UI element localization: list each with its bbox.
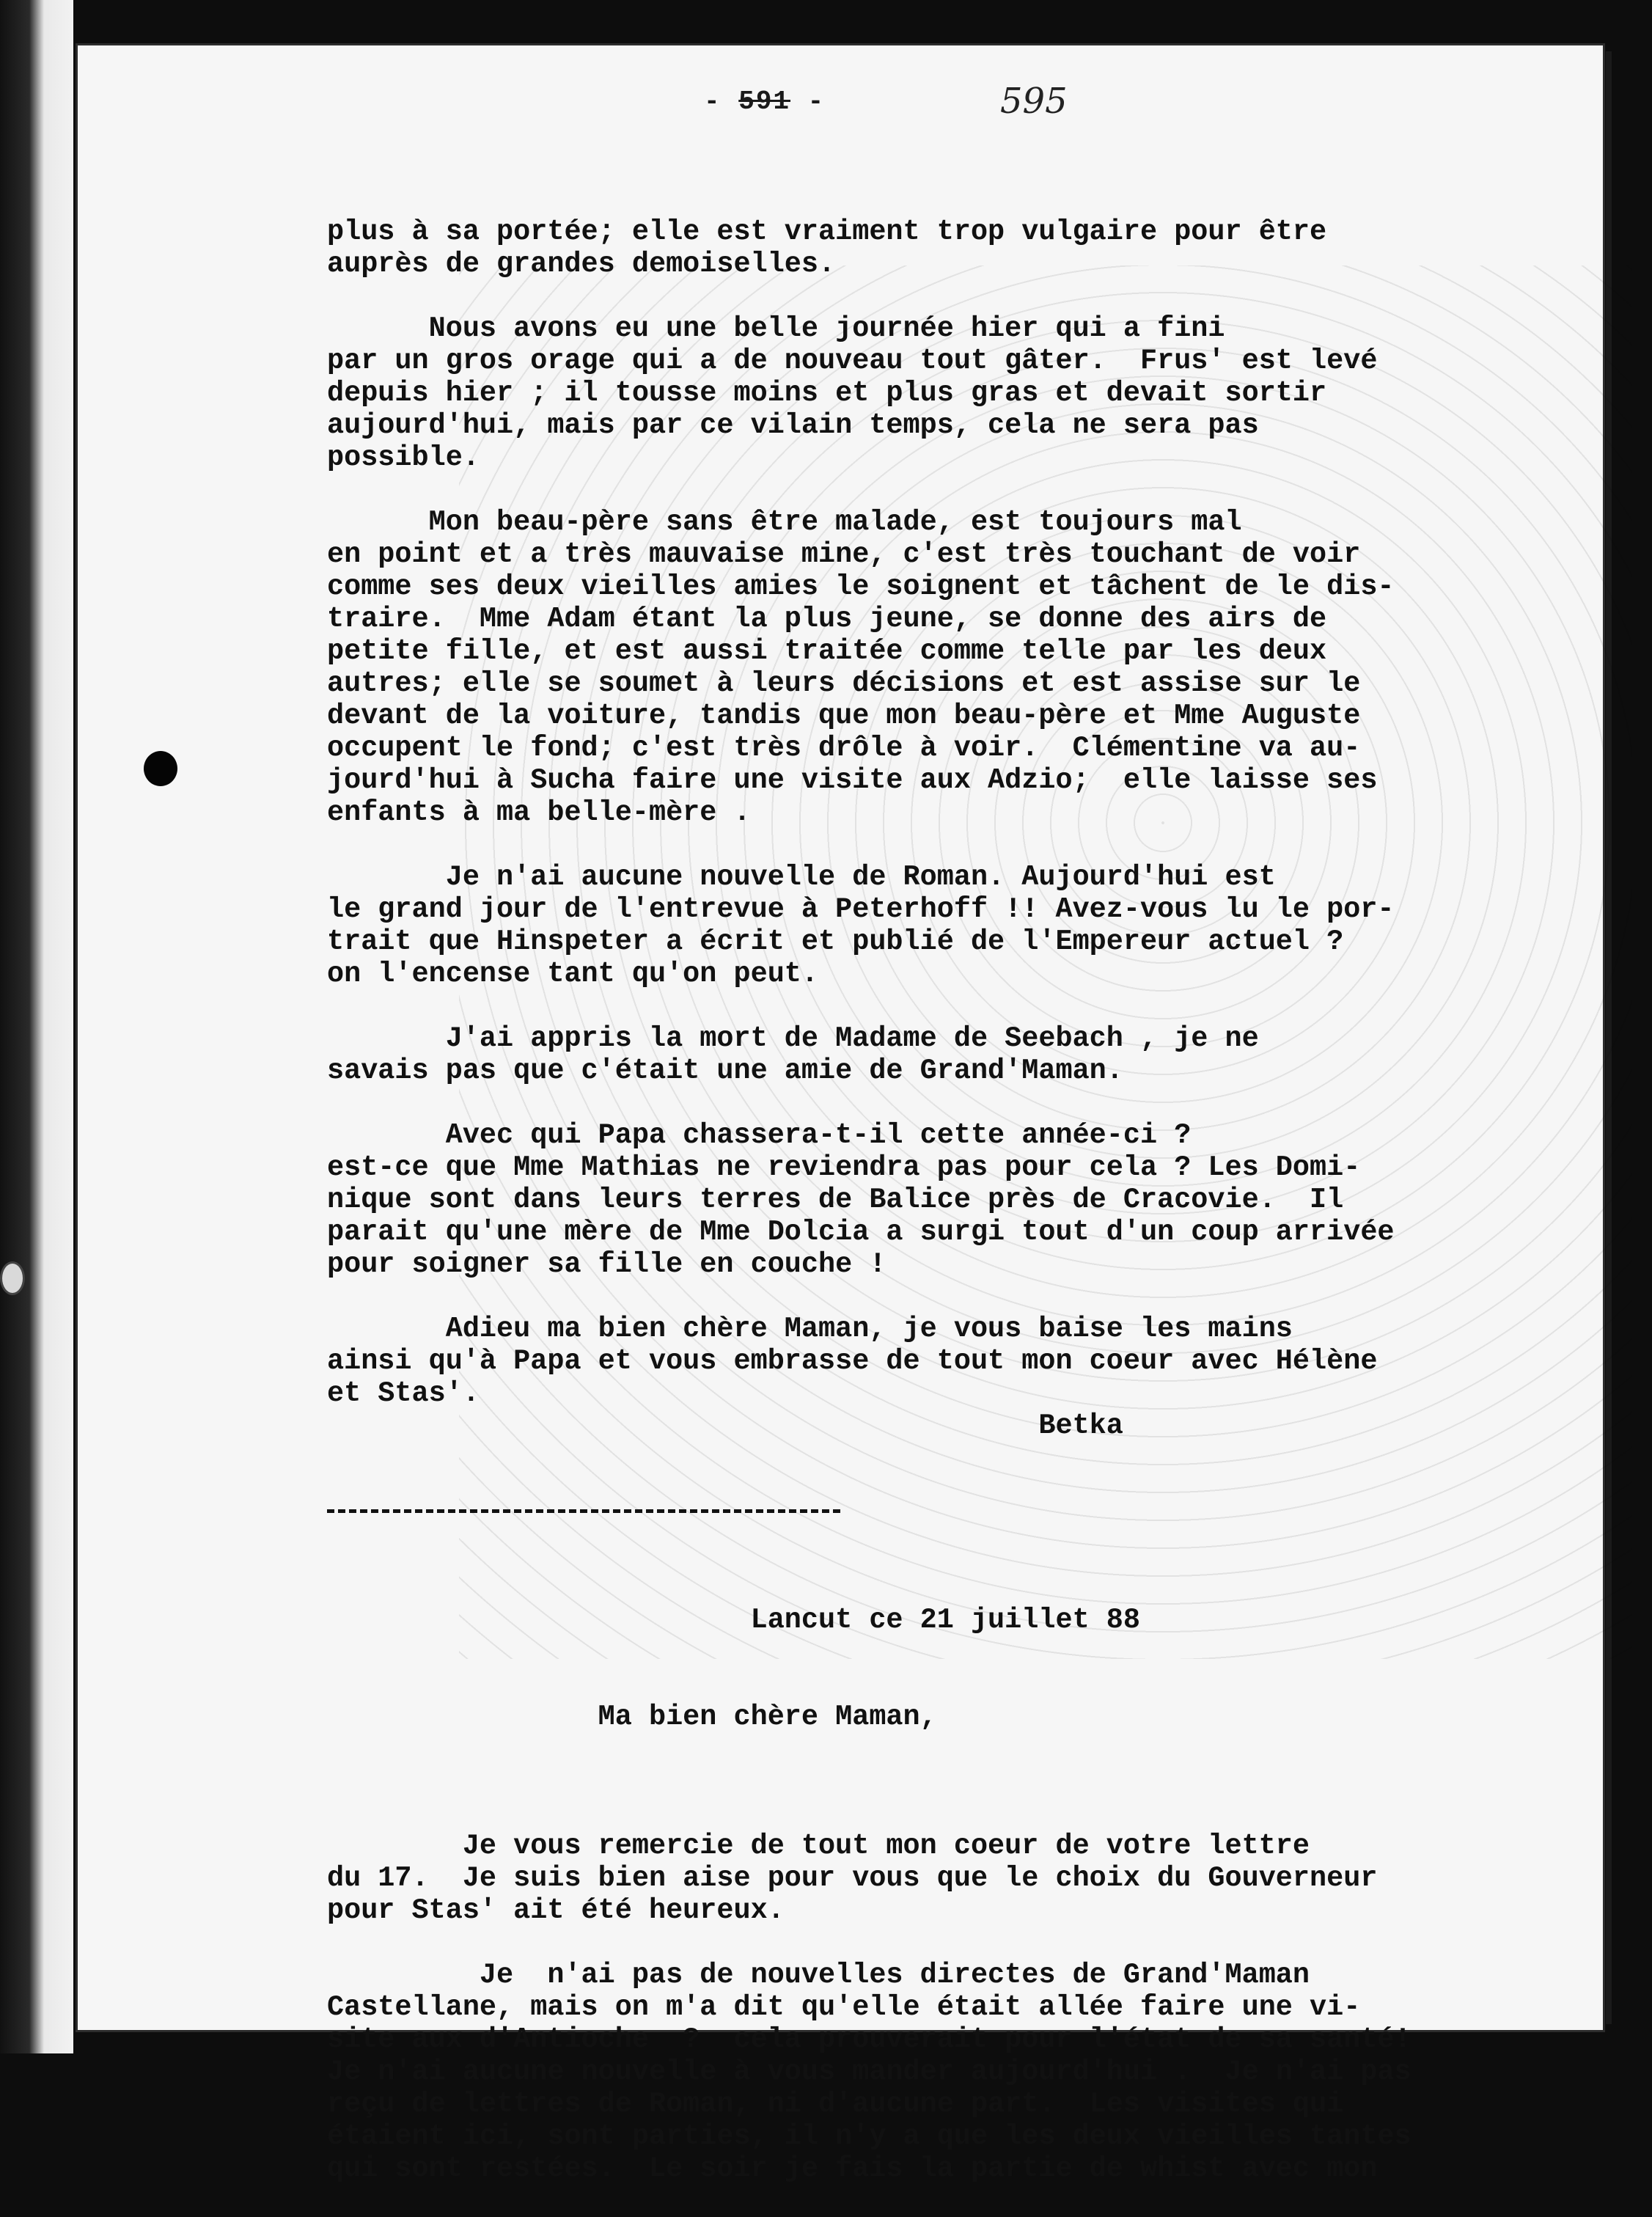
- letter-2-body: [327, 1798, 1603, 2185]
- text-line: auprès de grandes demoiselles.: [327, 248, 836, 280]
- text-line: en point et a très mauvaise mine, c'est très touchant de voir: [327, 538, 1361, 571]
- text-line: ainsi qu'à Papa et vous embrasse de tout mon coeur avec Hélène: [327, 1345, 1378, 1377]
- text-line: le grand jour de l'entrevue à Peterhoff !! Avez-vous lu le por-: [327, 893, 1395, 926]
- paragraph-gap: [327, 1927, 1603, 1959]
- paragraph-gap: [327, 1087, 1603, 1119]
- text-line: depuis hier ; il tousse moins et plus gras et devait sortir: [327, 377, 1327, 409]
- text-line: pour soigner sa fille en couche !: [327, 1248, 886, 1280]
- text-line: J'ai appris la mort de Madame de Seebach , je ne: [327, 1022, 1259, 1055]
- text-line: plus à sa portée; elle est vraiment trop vulgaire pour être: [327, 216, 1327, 248]
- text-line: parait qu'une mère de Mme Dolcia a surgi tout d'un coup arrivée: [327, 1216, 1395, 1248]
- text-line: Je vous remercie de tout mon coeur de votre lettre: [327, 1830, 1310, 1862]
- text-line: Adieu ma bien chère Maman, je vous baise les mains: [327, 1313, 1293, 1345]
- letter-1: [327, 216, 1603, 1442]
- text-line: Avec qui Papa chassera-t-il cette année-ci ?: [327, 1119, 1192, 1151]
- paragraph-gap: [327, 280, 1603, 312]
- text-line: Nous avons eu une belle journée hier qui a fini: [327, 312, 1225, 345]
- text-line: Je n'ai aucune nouvelle à vous mander aujourd'hui . Je n'ai pas: [327, 2056, 1411, 2088]
- page-number-typed: - 591 -: [704, 87, 826, 117]
- text-line: qui sont restées. Le soir je fais la partie de whist avec mon: [327, 2152, 1378, 2185]
- paragraph-gap: [327, 1280, 1603, 1313]
- text-line: pour Stas' ait été heureux.: [327, 1894, 785, 1927]
- binder-strip: [0, 0, 73, 2053]
- text-line: occupent le fond; c'est très drôle à voir. Clémentine va au-: [327, 732, 1361, 764]
- text-line: enfants à ma belle-mère .: [327, 796, 751, 829]
- text-line: petite fille, et est aussi traitée comme telle par les deux: [327, 635, 1327, 667]
- text-line: et Stas'.: [327, 1377, 480, 1410]
- text-line: on l'encense tant qu'on peut.: [327, 958, 819, 990]
- text-line: Je n'ai pas de nouvelles directes de Grand'Maman: [327, 1959, 1310, 1991]
- paragraph-gap: [327, 990, 1603, 1022]
- text-line: devant de la voiture, tandis que mon beau-père et Mme Auguste: [327, 700, 1361, 732]
- letter-2-place-date: Lancut ce 21 juillet 88: [327, 1604, 1140, 1636]
- paragraph-gap: [327, 474, 1603, 506]
- paragraph-gap: [327, 829, 1603, 861]
- text-line: traire. Mme Adam étant la plus jeune, se donne des airs de: [327, 603, 1327, 635]
- text-line: étaient ici, sont parties, il n'y a que les deux vieilles tantes: [327, 2120, 1411, 2152]
- text-line: par un gros orage qui a de nouveau tout gâter. Frus' est levé: [327, 345, 1378, 377]
- letter-2-salutation: Ma bien chère Maman,: [327, 1701, 937, 1733]
- text-line: du 17. Je suis bien aise pour vous que le choix du Gouverneur: [327, 1862, 1378, 1894]
- text-line: Je n'ai aucune nouvelle de Roman. Aujourd'hui est: [327, 861, 1276, 893]
- binder-hole: [0, 1261, 25, 1295]
- text-line: jourd'hui à Sucha faire une visite aux Adzio; elle laisse ses: [327, 764, 1378, 796]
- punch-hole-top: [144, 751, 177, 786]
- text-line: trait que Hinspeter a écrit et publié de l'Empereur actuel ?: [327, 926, 1344, 958]
- signature-divider: [327, 1509, 840, 1513]
- text-line: site aux d'Antioche ? cela prouverait pour l'état de sa santé!: [327, 2023, 1411, 2056]
- text-line: Castellane, mais on m'a dit qu'elle était allée faire une vi-: [327, 1991, 1361, 2023]
- text-line: savais pas que c'était une amie de Grand'Maman.: [327, 1055, 1123, 1087]
- text-line: est-ce que Mme Mathias ne reviendra pas pour cela ? Les Domi-: [327, 1151, 1361, 1184]
- text-line: comme ses deux vieilles amies le soignent et tâchent de le dis-: [327, 571, 1395, 603]
- text-line: Betka: [327, 1410, 1123, 1442]
- text-line: reçu de lettres de Roman, ni d'aucune part. Les visites qui: [327, 2088, 1344, 2120]
- text-line: aujourd'hui, mais par ce vilain temps, cela ne sera pas: [327, 409, 1259, 441]
- text-line: Mon beau-père sans être malade, est toujours mal: [327, 506, 1242, 538]
- text-line: nique sont dans leurs terres de Balice près de Cracovie. Il: [327, 1184, 1344, 1216]
- letter-text: [327, 151, 1603, 2217]
- page-number-handwritten: 595: [1000, 81, 1068, 122]
- text-line: possible.: [327, 441, 480, 474]
- paragraph-gap: [327, 1798, 1603, 1830]
- text-line: autres; elle se soumet à leurs décisions et est assise sur le: [327, 667, 1361, 700]
